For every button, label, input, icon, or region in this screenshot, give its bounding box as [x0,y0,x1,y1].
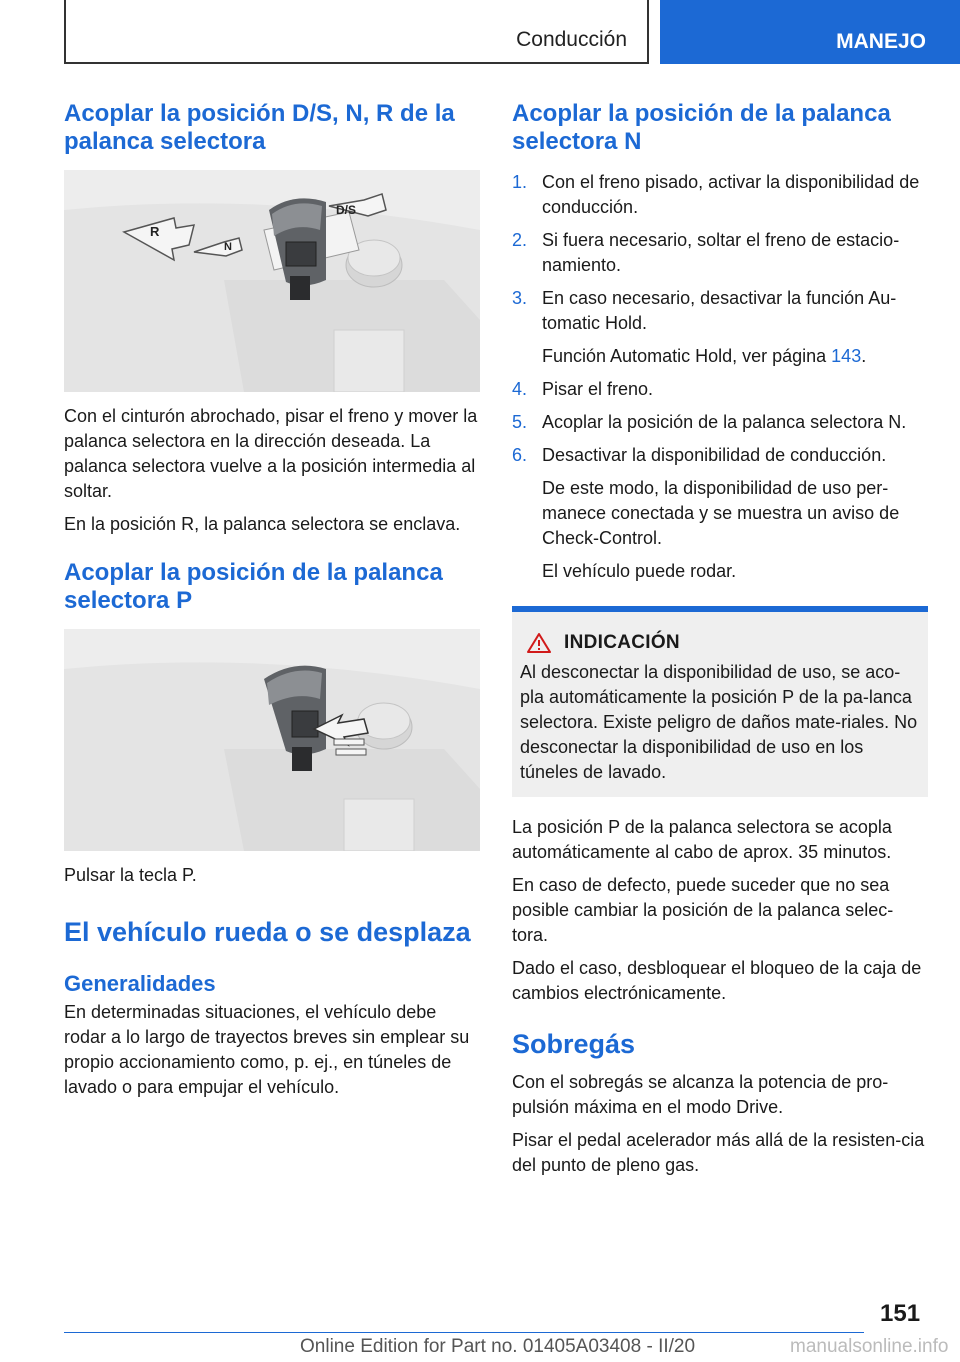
right-column [512,100,928,1186]
page-number: 151 [880,1300,921,1327]
heading-p-position: Acoplar la posición de la palanca selectora P [64,559,443,614]
notice-header [520,632,920,654]
para-general: En determinadas situaciones, el vehículo debe rodar a lo largo de trayectos breves sin emplear su propio accionamiento como, p. ej., en túneles de lavado o para empujar el vehículo. [64,1002,470,1097]
list-item: 2. Si fuera necesario, soltar el freno de estacio-namiento. [512,230,900,275]
list-item: 3. En caso necesario, desactivar la función Au-tomatic Hold. [512,288,897,333]
warning-triangle-icon [526,632,552,654]
para-unlock: Dado el caso, desbloquear el bloqueo de la caja de cambios electrónicamente. [512,958,922,1003]
heading-vehicle-rolls: El vehículo rueda o se desplaza [64,917,471,947]
fig1-label-r: R [150,224,160,239]
para-kickdown-1: Con el sobregás se alcanza la potencia de pro-pulsión máxima en el modo Drive. [512,1072,889,1117]
watermark: manualsonline.info [790,1336,949,1357]
para-press-p: Pulsar la tecla P. [64,865,197,885]
para-r-lock: En la posición R, la palanca selectora se enclava. [64,514,461,534]
header-frame [64,0,649,64]
para-ds-instructions: Con el cinturón abrochado, pisar el freno y mover la palanca selectora en la dirección deseada. La palanca selectora vuelve a la posición intermedia al soltar. [64,406,478,501]
heading-kickdown: Sobregás [512,1029,636,1059]
steps-list-continued [512,377,928,468]
notice-text: Al desconectar la disponibilidad de uso, se aco-pla automáticamente la posición P de la pa-lanca selectora. Existe peligro de daños mate-riales. No desconectar la disponibilidad de uso en los túneles de lavado. [520,662,918,782]
list-item: 6. Desactivar la disponibilidad de conducción. [512,445,887,465]
fig1-label-n: N [224,241,232,253]
fig1-label-ds: D/S [336,203,357,217]
heading-ds-position: Acoplar la posición D/S, N, R de la palanca selectora [64,100,455,155]
list-item: 4. Pisar el freno. [512,379,654,399]
step6-note-1: De este modo, la disponibilidad de uso per-manece conectada y se muestra un aviso de Check-Control. [542,478,900,548]
selector-lever-ds-illustration [64,170,480,392]
chapter-tab[interactable] [660,0,960,64]
left-column [64,100,480,1108]
step6-note-2: El vehículo puede rodar. [542,561,737,581]
para-auto-p: La posición P de la palanca selectora se acopla automáticamente al cabo de aprox. 35 minutos. [512,817,892,862]
list-item: 1. Con el freno pisado, activar la disponibilidad de conducción. [512,172,920,217]
selector-lever-p-illustration [64,629,480,851]
notice-title: INDICACIÓN [564,632,680,653]
chapter-tab-label: MANEJO [836,30,926,53]
notice-box [512,606,928,797]
page-link-143[interactable]: 143 [831,346,862,366]
step3-reference: Función Automatic Hold, ver página 143. [542,346,867,366]
header-section-title: Conducción [516,28,627,51]
heading-n-position: Acoplar la posición de la palanca selectora N [512,100,891,155]
heading-general: Generalidades [64,971,216,996]
footer-divider [64,1332,864,1333]
para-kickdown-2: Pisar el pedal acelerador más allá de la resisten-cia del punto de pleno gas. [512,1130,925,1175]
para-defect: En caso de defecto, puede suceder que no sea posible cambiar la posición de la palanca selec-tora. [512,875,894,945]
steps-list [512,170,928,336]
list-item: 5. Acoplar la posición de la palanca selectora N. [512,412,907,432]
footer-edition: Online Edition for Part no. 01405A03408 - II/20 [300,1336,696,1357]
